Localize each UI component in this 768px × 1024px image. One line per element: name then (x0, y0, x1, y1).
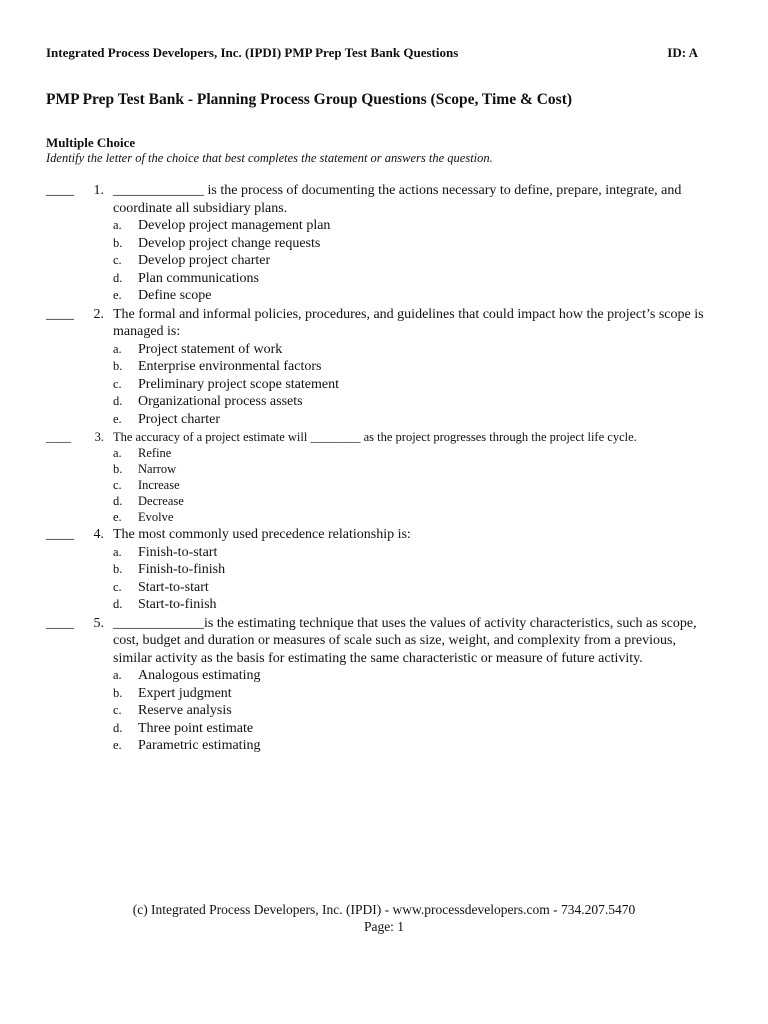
answer-blank: ____ (46, 615, 74, 631)
question-5 (46, 615, 706, 755)
answer-blank: ____ (46, 430, 71, 444)
page-title: PMP Prep Test Bank - Planning Process Group Questions (Scope, Time & Cost) (46, 91, 573, 108)
question-number: 5. (93, 615, 104, 631)
option (113, 341, 706, 359)
question-stem: _____________is the estimating technique that uses the values of activity characteristics, such as scope, cost, budget and duration or measures of scale such as size, weight, and complexity from a previous, similar activity as the basis for estimating the same characteristic or measure of future activity. (113, 615, 697, 666)
option-letter: a. (113, 668, 122, 682)
question-number: 3. (94, 430, 104, 444)
option (113, 720, 706, 738)
option-letter: b. (113, 359, 123, 373)
option-text: Three point estimate (138, 720, 254, 736)
section-heading: Multiple Choice (46, 135, 136, 150)
option (113, 509, 706, 525)
question-list (46, 182, 706, 756)
option-text: Start-to-finish (138, 597, 217, 612)
option (113, 393, 706, 411)
option-text: Enterprise environmental factors (138, 359, 322, 374)
option-letter: e. (113, 288, 122, 302)
option (113, 477, 706, 493)
option (113, 493, 706, 509)
option-letter: b. (113, 235, 123, 250)
option-text: Finish-to-start (138, 544, 218, 560)
option-letter: c. (113, 478, 122, 492)
answer-blank: ____ (46, 183, 74, 198)
option (113, 544, 706, 562)
option (113, 252, 706, 270)
option-letter: d. (113, 394, 123, 408)
question-stem: The most commonly used precedence relationship is: (113, 527, 411, 542)
answer-blank: ____ (46, 306, 74, 322)
option-letter: a. (113, 341, 122, 356)
option-list (113, 341, 706, 429)
option-text: Develop project charter (138, 253, 271, 268)
option-text: Plan communications (138, 270, 259, 286)
question-number: 1. (93, 183, 104, 198)
option-text: Expert judgment (138, 685, 232, 701)
option (113, 702, 706, 720)
option-text: Preliminary project scope statement (138, 376, 339, 392)
option (113, 737, 706, 755)
question-number: 4. (93, 527, 104, 542)
option (113, 667, 706, 685)
footer-copyright: (c) Integrated Process Developers, Inc. (IPDI) - www.processdevelopers.com - 734.207.5470 (132, 902, 636, 917)
option-letter: b. (113, 685, 123, 700)
question-number: 2. (93, 306, 104, 322)
header-company-title: Integrated Process Developers, Inc. (IPDI) PMP Prep Test Bank Questions (46, 45, 459, 60)
question-stem: The accuracy of a project estimate will ________ as the project progresses through the project life cycle. (113, 430, 637, 444)
option-list (113, 217, 706, 305)
option-letter: c. (113, 579, 122, 594)
option-text: Narrow (138, 462, 177, 476)
question-3 (46, 429, 706, 525)
option-text: Start-to-start (138, 579, 209, 595)
option (113, 411, 706, 429)
option-letter: a. (113, 218, 122, 232)
option-letter: d. (113, 597, 123, 611)
question-1 (46, 182, 706, 305)
header-id-label: ID: A (667, 45, 698, 60)
option-text: Develop project management plan (138, 218, 331, 233)
option-letter: b. (113, 562, 123, 576)
option-letter: c. (113, 253, 122, 267)
option-letter: c. (113, 376, 122, 391)
option (113, 217, 706, 235)
option-letter: d. (113, 270, 123, 285)
option-text: Finish-to-finish (138, 562, 226, 577)
option-list (113, 544, 706, 614)
question-stem: _____________ is the process of documenting the actions necessary to define, prepare, integrate, and coordinate all subsidiary plans. (113, 183, 682, 216)
option-letter: d. (113, 494, 123, 508)
option (113, 579, 706, 597)
question-stem: The formal and informal policies, procedures, and guidelines that could impact how the project’s scope is managed is: (113, 306, 704, 339)
option-list (113, 445, 706, 525)
answer-blank: ____ (46, 527, 74, 542)
option-letter: a. (113, 544, 122, 559)
option (113, 596, 706, 614)
option-list (113, 667, 706, 755)
option (113, 445, 706, 461)
option-text: Reserve analysis (138, 703, 232, 718)
option (113, 376, 706, 394)
option-text: Project statement of work (138, 341, 283, 357)
option-text: Develop project change requests (138, 235, 321, 251)
page-footer (0, 901, 768, 935)
option-letter: a. (113, 446, 122, 460)
option (113, 235, 706, 253)
option (113, 270, 706, 288)
option (113, 561, 706, 579)
option (113, 287, 706, 305)
option-letter: e. (113, 510, 122, 524)
option-letter: e. (113, 738, 122, 752)
option-letter: e. (113, 411, 122, 426)
option-letter: c. (113, 703, 122, 717)
option (113, 358, 706, 376)
option-letter: d. (113, 720, 123, 735)
option-text: Increase (138, 478, 180, 492)
option-text: Refine (138, 446, 172, 460)
option-text: Project charter (138, 411, 221, 427)
option-text: Parametric estimating (138, 738, 261, 753)
question-2 (46, 306, 706, 429)
question-4 (46, 526, 706, 614)
section-instructions: Identify the letter of the choice that best completes the statement or answers the question. (46, 151, 493, 165)
option-letter: b. (113, 462, 123, 476)
option-text: Evolve (138, 510, 174, 524)
option (113, 461, 706, 477)
option-text: Define scope (138, 288, 212, 303)
option-text: Organizational process assets (138, 394, 303, 409)
option-text: Analogous estimating (138, 668, 261, 683)
option (113, 685, 706, 703)
footer-page-number: Page: 1 (363, 919, 405, 934)
option-text: Decrease (138, 494, 184, 508)
